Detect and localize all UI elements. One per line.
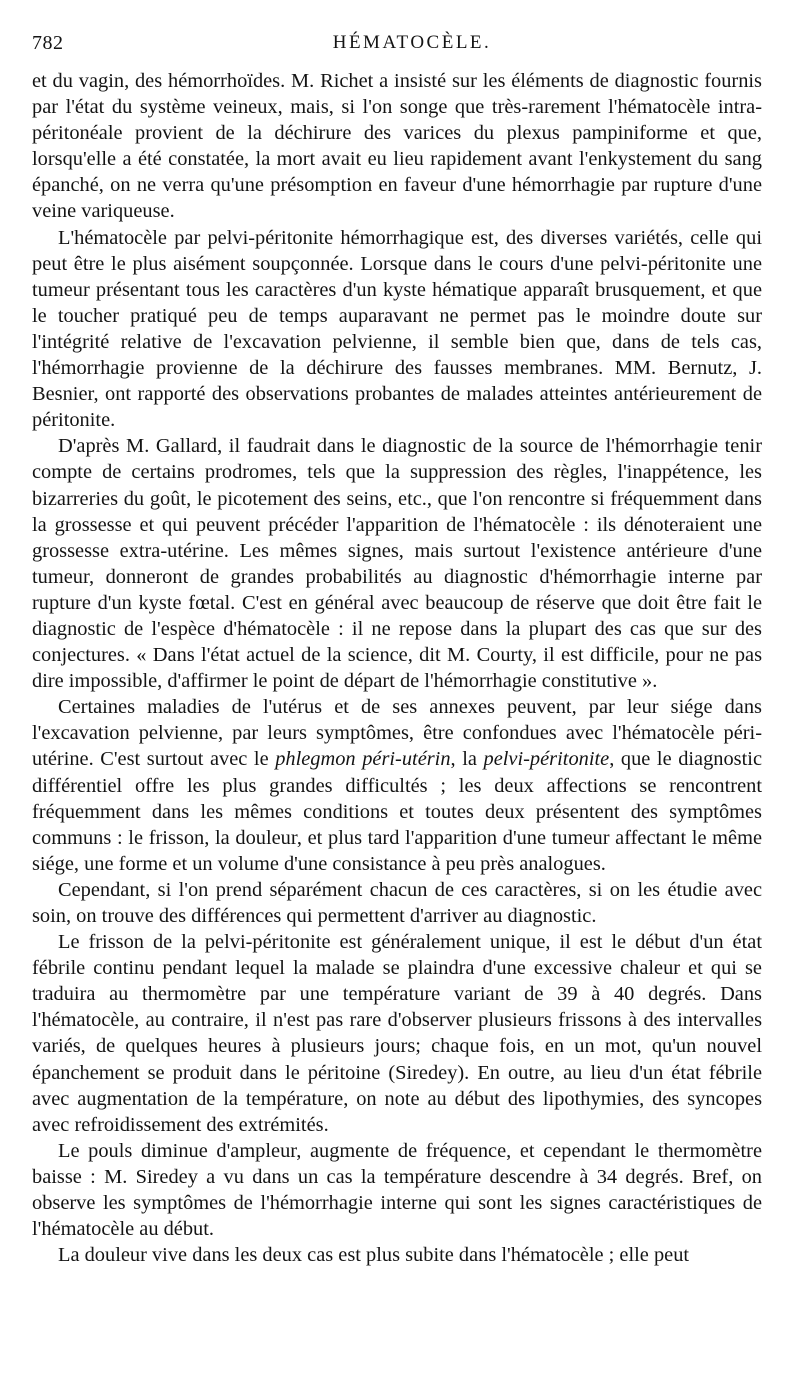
paragraph-5: Cependant, si l'on prend séparément chacun de ces caractères, si on les étudie avec soin, on trouve des différences qui permettent d'arriver au diagnostic. (32, 878, 762, 927)
paragraph-1: et du vagin, des hémorrhoïdes. M. Richet a insisté sur les éléments de diagnostic fournis par l'état du système veineux, mais, si l'on songe que très-rarement l'hématocèle intra-péritonéale provient de la déchirure des varices du plexus pampiniforme et que, lorsqu'elle a été constatée, la mort avait eu lieu rapidement avant l'enkystement du sang épanché, on ne verra qu'une présomption en faveur d'une hémorrhagie par rupture d'une veine variqueuse. (32, 70, 762, 223)
paragraph-4-italic-phlegmon: phlegmon péri-utérin (275, 748, 451, 771)
paragraph-4-text-c: , que le diagnostic différentiel offre les plus grandes difficultés ; les deux affections se rencontrent fréquemment dans les mêmes conditions et toutes deux présentent des symptômes communs : le frisson, la douleur, et plus tard l'apparition d'une tumeur affectant le même siége, une forme et un volume d'une consistance à peu près analogues. (32, 748, 763, 875)
paragraph-3: D'après M. Gallard, il faudrait dans le diagnostic de la source de l'hémorrhagie tenir compte de certains prodromes, tels que la suppression des règles, l'inappétence, les bizarreries du goût, le picotement des seins, etc., que l'on rencontre si fréquemment dans la grossesse et qui peuvent précéder l'apparition de l'hématocèle : ils dénoteraient une grossesse extra-utérine. Les mêmes signes, mais surtout l'existence antérieure d'une tumeur, donneront de grandes probabilités au diagnostic d'hémorrhagie interne par rupture d'un kyste fœtal. C'est en général avec beaucoup de réserve que doit être fait le diagnostic de l'espèce d'hématocèle : il ne repose dans la plupart des cas que sur des conjectures. « Dans l'état actuel de la science, dit M. Courty, il est difficile, pour ne pas dire impossible, d'affirmer le point de départ de l'hémorrhagie constitutive ». (32, 435, 762, 693)
paragraph-7: Le pouls diminue d'ampleur, augmente de fréquence, et cependant le thermomètre baisse : M. Siredey a vu dans un cas la température descendre à 34 degrés. Bref, on observe les symptômes de l'hémorrhagie interne qui sont les signes caractéristiques de l'hématocèle au début. (32, 1139, 762, 1241)
paragraph-2: L'hématocèle par pelvi-péritonite hémorrhagique est, des diverses variétés, celle qui peut être le plus aisément soupçonnée. Lorsque dans le cours d'une pelvi-péritonite une tumeur présentant tous les caractères d'un kyste hématique apparaît brusquement, et que le toucher pratiqué peu de temps auparavant ne permet pas le moindre doute sur l'intégrité relative de l'excavation pelvienne, il semble bien que, dans de tels cas, l'hémorrhagie provienne de la déchirure des fausses membranes. MM. Bernutz, J. Besnier, ont rapporté des observations probantes de malades atteintes antérieurement de péritonite. (32, 226, 762, 432)
running-title: HÉMATOCÈLE. (332, 32, 492, 53)
paragraph-4-italic-pelvi-peritonite: pelvi-péritonite (483, 748, 610, 771)
page-number: 782 (32, 32, 64, 54)
paragraph-4-text-a: Certaines maladies de l'utérus et de ses annexes peuvent, par leur siége dans l'excavation pelvienne, par leurs symptômes, être confondues avec l'hématocèle péri-utérine. C'est surtout avec le (32, 696, 762, 771)
page-header (32, 14, 762, 58)
paragraph-6: Le frisson de la pelvi-péritonite est généralement unique, il est le début d'un état fébrile continu pendant lequel la malade se plaindra d'une excessive chaleur et qui se traduira au thermomètre par une température variant de 39 à 40 degrés. Dans l'hématocèle, au contraire, il n'est pas rare d'observer plusieurs frissons à des intervalles variés, de quelques heures à plusieurs jours; chaque fois, en un mot, qu'un nouvel épanchement se produit dans le péritoine (Siredey). En outre, au lieu d'un état fébrile avec augmentation de la température, on note au début des lipothymies, des syncopes avec refroidissement des extrémités. (32, 931, 762, 1136)
paragraph-4-text-b: , la (450, 748, 484, 771)
paragraph-4 (32, 694, 762, 877)
paragraph-8: La douleur vive dans les deux cas est plus subite dans l'hématocèle ; elle peut (58, 1244, 690, 1267)
body-text (32, 68, 762, 1268)
